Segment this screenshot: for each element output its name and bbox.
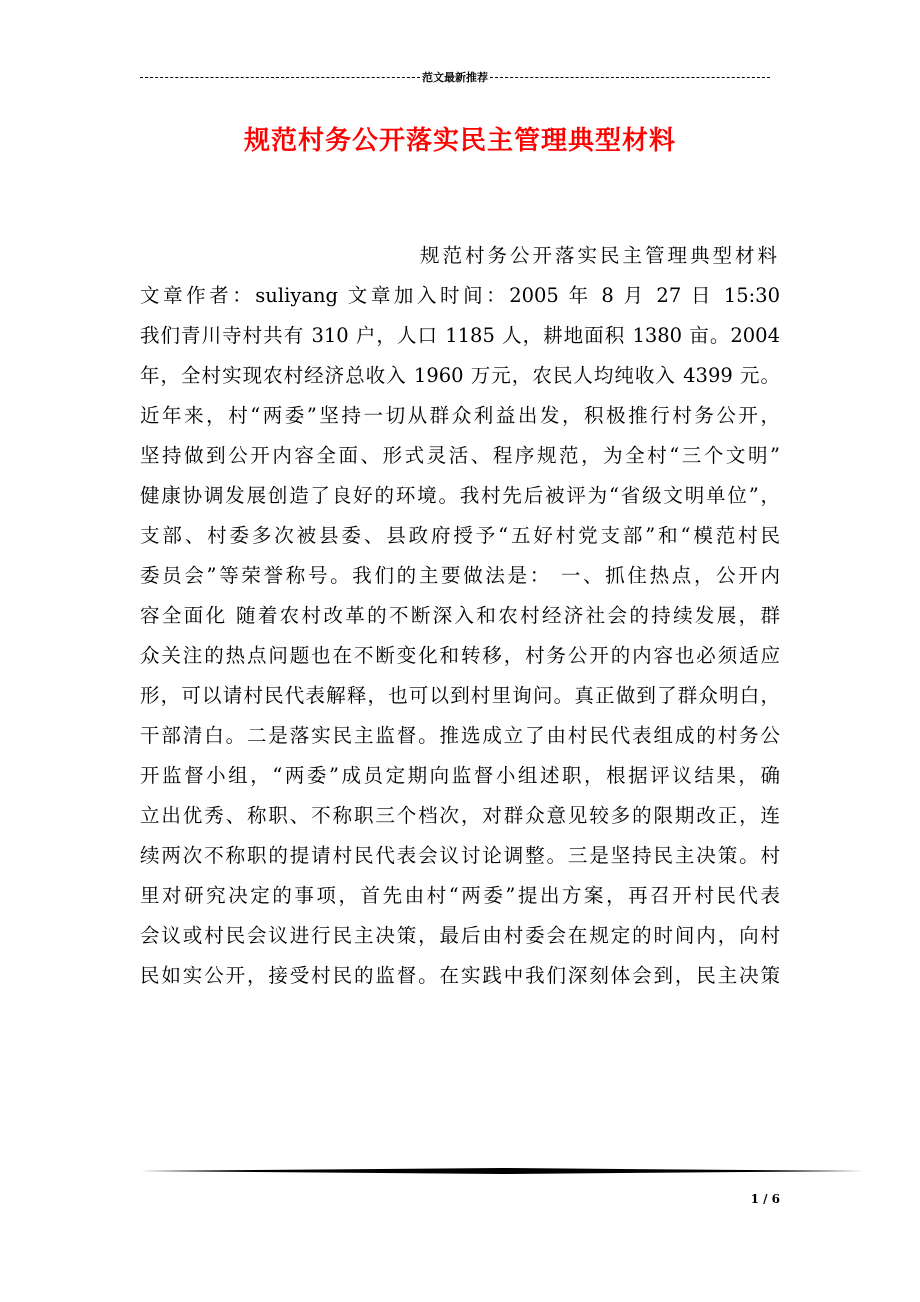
body-line: 健康协调发展创造了良好的环境。我村先后被评为“省级文明单位”，	[140, 484, 780, 507]
body-line: 我们青川寺村共有 310 户，人口 1185 人，耕地面积 1380 亩。2004	[140, 324, 780, 347]
body-line: 年，全村实现农村经济总收入 1960 万元，农民人均纯收入 4399 元。	[140, 364, 780, 387]
body-line: 近年来，村“两委”坚持一切从群众利益出发，积极推行村务公开，	[140, 404, 780, 427]
header-label: 范文最新推荐	[422, 71, 488, 84]
body-line: 干部清白。二是落实民主监督。推选成立了由村民代表组成的村务公	[140, 724, 780, 747]
footer-rule-shape	[140, 1168, 864, 1174]
header-dash-right	[490, 77, 770, 78]
body-line: 里对研究决定的事项，首先由村“两委”提出方案，再召开村民代表	[140, 884, 780, 907]
body-line: 民如实公开，接受村民的监督。在实践中我们深刻体会到，民主决策	[140, 964, 780, 987]
body-subtitle-line: 规范村务公开落实民主管理典型材料	[419, 244, 780, 267]
body-line: 形，可以请村民代表解释，也可以到村里询问。真正做到了群众明白，	[140, 684, 780, 707]
footer-rule	[140, 1168, 864, 1174]
body-line: 容全面化 随着农村改革的不断深入和农村经济社会的持续发展，群	[140, 604, 780, 627]
body-line: 开监督小组，“两委”成员定期向监督小组述职，根据评议结果，确	[140, 764, 780, 787]
body-line: 支部、村委多次被县委、县政府授予“五好村党支部”和“模范村民	[140, 524, 780, 547]
body-line: 众关注的热点问题也在不断变化和转移，村务公开的内容也必须适应	[140, 644, 780, 667]
body-line: 会议或村民会议进行民主决策，最后由村委会在规定的时间内，向村	[140, 924, 780, 947]
body-line: 文章作者：suliyang 文章加入时间：2005 年 8 月 27 日 15:30	[140, 284, 780, 307]
header-rule	[140, 70, 770, 84]
header-dash-left	[140, 77, 420, 78]
body-line: 立出优秀、称职、不称职三个档次，对群众意见较多的限期改正，连	[140, 804, 780, 827]
document-title: 规范村务公开落实民主管理典型材料	[243, 126, 676, 156]
body-line: 委员会”等荣誉称号。我们的主要做法是： 一、抓住热点，公开内	[140, 564, 780, 587]
body-line: 坚持做到公开内容全面、形式灵活、程序规范，为全村“三个文明”	[140, 444, 780, 467]
document-body	[140, 236, 780, 996]
page-number: 1 / 6	[750, 1192, 780, 1206]
body-line: 续两次不称职的提请村民代表会议讨论调整。三是坚持民主决策。村	[140, 844, 780, 867]
